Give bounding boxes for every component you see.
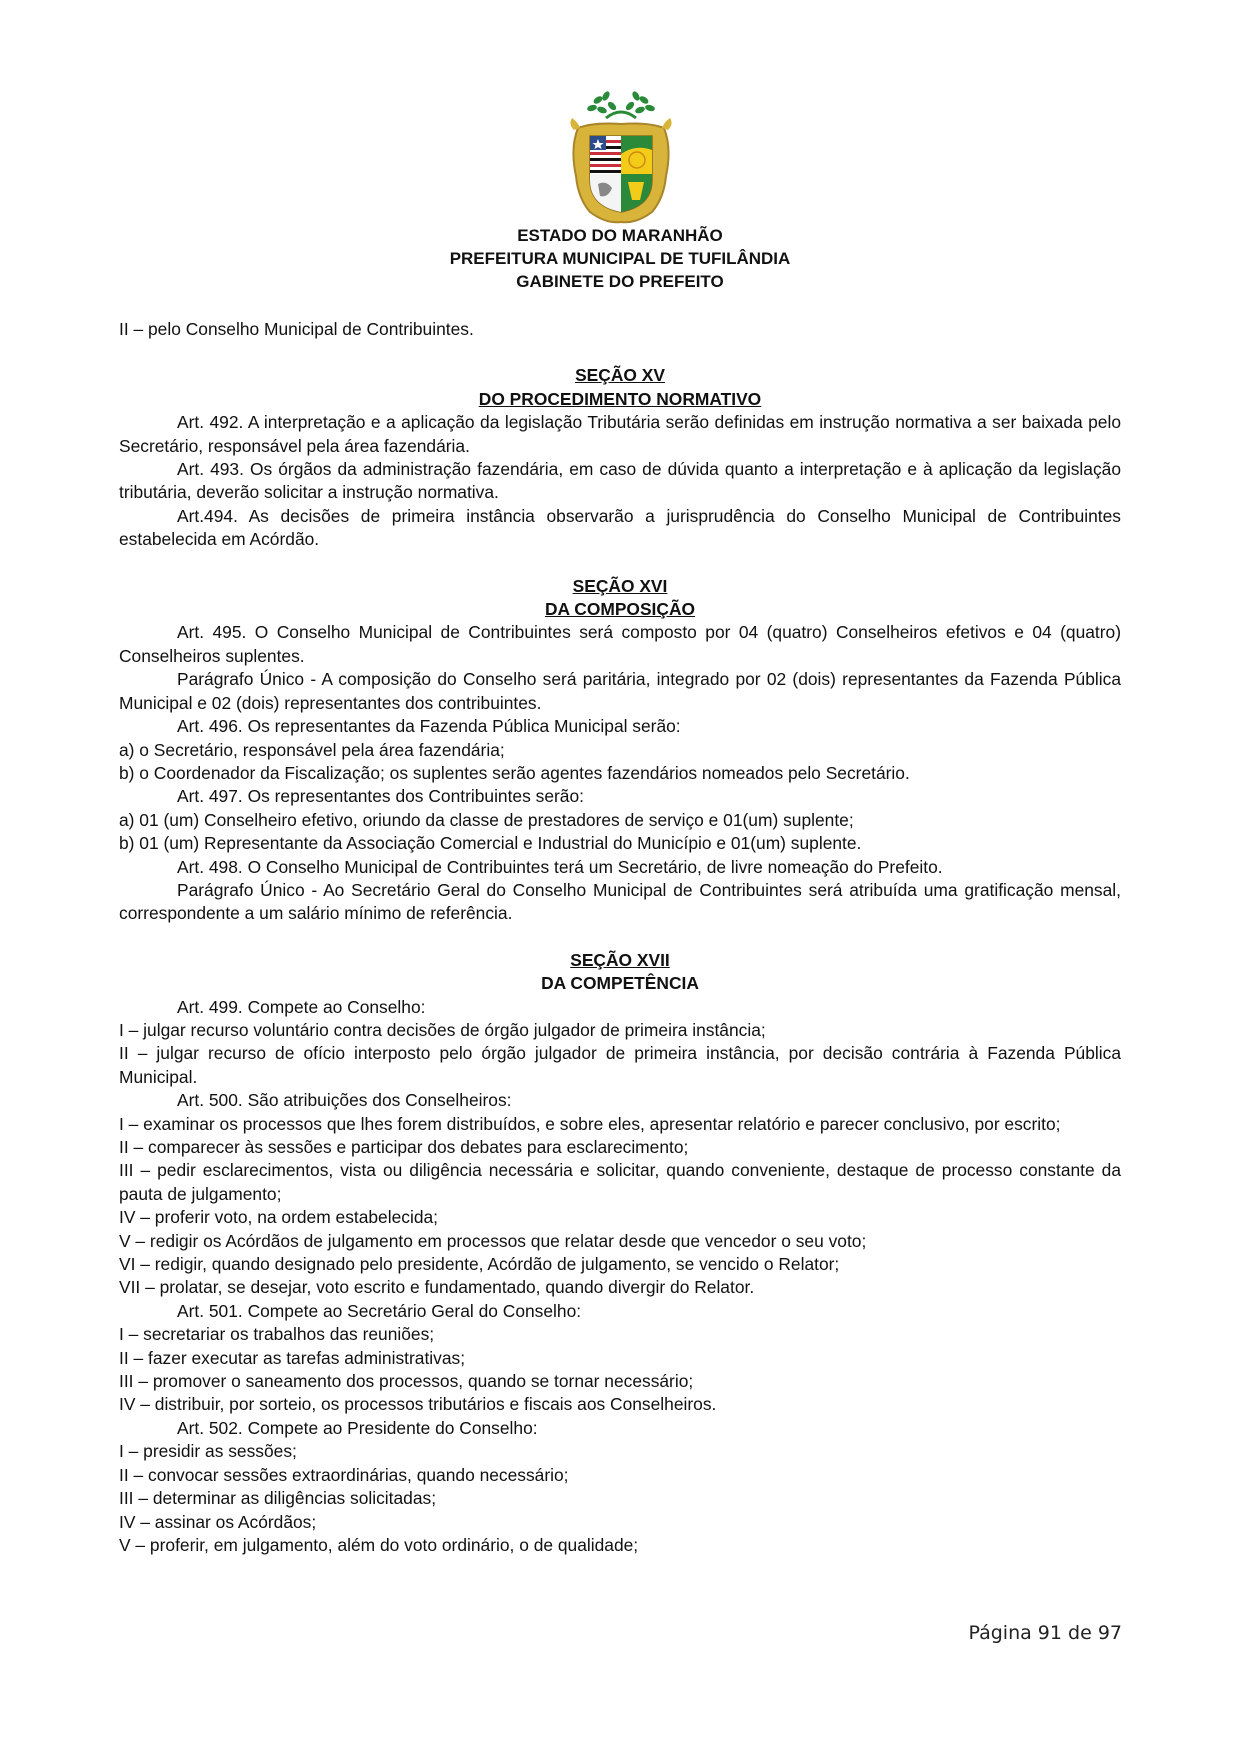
article-497-item-a: a) 01 (um) Conselheiro efetivo, oriundo da classe de prestadores de serviço e 01(um) suplente; — [119, 809, 854, 830]
letterhead-office: GABINETE DO PREFEITO — [516, 272, 724, 291]
section-subtitle: DO PROCEDIMENTO NORMATIVO — [478, 388, 762, 409]
article-498: Art. 498. O Conselho Municipal de Contribuintes terá um Secretário, de livre nomeação do Prefeito. — [177, 856, 943, 877]
section-title: SEÇÃO XV — [575, 365, 665, 386]
letterhead-state: ESTADO DO MARANHÃO — [517, 226, 723, 245]
article-502-item-v: V – proferir, em julgamento, além do voto ordinário, o de qualidade; — [119, 1534, 639, 1555]
article-500-item-i: I – examinar os processos que lhes forem distribuídos, e sobre eles, apresentar relatório e parecer conclusivo, por escrito; — [119, 1113, 1061, 1134]
article-500-item-iii: III – pedir esclarecimentos, vista ou diligência necessária e solicitar, quando conveniente, destaque de processo constante da pauta de julgamento; — [119, 1160, 1121, 1204]
article-498-paragraph: Parágrafo Único - Ao Secretário Geral do Conselho Municipal de Contribuintes será atribuída uma gratificação mensal, correspondente a um salário mínimo de referência. — [119, 879, 1121, 924]
letterhead-municipality: PREFEITURA MUNICIPAL DE TUFILÂNDIA — [449, 249, 791, 268]
paragraph: II – pelo Conselho Municipal de Contribuintes. — [119, 319, 474, 339]
section-title: SEÇÃO XVII — [570, 949, 670, 970]
article-497: Art. 497. Os representantes dos Contribuintes serão: — [177, 786, 584, 807]
article-495-paragraph: Parágrafo Único - A composição do Conselho será paritária, integrado por 02 (dois) representantes da Fazenda Pública Municipal e 02 (dois) representantes dos contribuintes. — [119, 669, 1121, 713]
article-493: Art. 493. Os órgãos da administração fazendária, em caso de dúvida quanto a interpretação e à aplicação da legislação tributária, deverão solicitar a instrução normativa. — [119, 459, 1121, 503]
article-502: Art. 502. Compete ao Presidente do Conselho: — [177, 1417, 538, 1438]
article-492: Art. 492. A interpretação e a aplicação da legislação Tributária serão definidas em instrução normativa a ser baixada pelo Secretário, responsável pela área fazendária. — [119, 412, 1121, 456]
article-496-item-b: b) o Coordenador da Fiscalização; os suplentes serão agentes fazendários nomeados pelo Secretário. — [119, 762, 910, 783]
article-499-item-i: I – julgar recurso voluntário contra decisões de órgão julgador de primeira instância; — [119, 1019, 766, 1040]
article-502-item-ii: II – convocar sessões extraordinárias, quando necessário; — [119, 1464, 569, 1485]
section-subtitle: DA COMPOSIÇÃO — [544, 599, 696, 620]
article-494: Art.494. As decisões de primeira instância observarão a jurisprudência do Conselho Municipal de Contribuintes estabelecida em Acórdão. — [119, 505, 1121, 550]
article-500-item-vi: VI – redigir, quando designado pelo presidente, Acórdão de julgamento, se vencido o Relator; — [119, 1254, 840, 1275]
article-502-item-i: I – presidir as sessões; — [119, 1441, 297, 1462]
article-500-item-ii: II – comparecer às sessões e participar dos debates para esclarecimento; — [119, 1137, 689, 1157]
article-501: Art. 501. Compete ao Secretário Geral do Conselho: — [177, 1300, 582, 1321]
article-500-item-v: V – redigir os Acórdãos de julgamento em processos que relatar desde que vencedor o seu voto; — [119, 1230, 867, 1251]
article-496: Art. 496. Os representantes da Fazenda Pública Municipal serão: — [177, 716, 681, 737]
article-501-item-iii: III – promover o saneamento dos processos, quando se tornar necessário; — [119, 1371, 694, 1392]
page-number: Página 91 de 97 — [968, 1622, 1122, 1644]
article-501-item-i: I – secretariar os trabalhos das reuniões; — [119, 1324, 435, 1345]
article-497-item-b: b) 01 (um) Representante da Associação Comercial e Industrial do Município e 01(um) suplente. — [119, 833, 862, 854]
article-500: Art. 500. São atribuições dos Conselheiros: — [177, 1090, 512, 1111]
section-title: SEÇÃO XVI — [572, 575, 668, 596]
article-500-item-iv: IV – proferir voto, na ordem estabelecida; — [119, 1207, 439, 1228]
article-500-item-vii: VII – prolatar, se desejar, voto escrito e fundamentado, quando divergir do Relator. — [119, 1277, 755, 1298]
article-502-item-iv: IV – assinar os Acórdãos; — [119, 1511, 317, 1532]
document-body — [119, 318, 1121, 1557]
article-495: Art. 495. O Conselho Municipal de Contribuintes será composto por 04 (quatro) Conselheiros efetivos e 04 (quatro) Conselheiros suplentes. — [119, 622, 1121, 666]
article-501-item-iv: IV – distribuir, por sorteio, os processos tributários e fiscais aos Conselheiros. — [119, 1394, 717, 1415]
article-496-item-a: a) o Secretário, responsável pela área fazendária; — [119, 739, 505, 760]
letterhead — [0, 224, 1240, 293]
article-501-item-ii: II – fazer executar as tarefas administrativas; — [119, 1347, 466, 1368]
article-499-item-ii: II – julgar recurso de ofício interposto pelo órgão julgador de primeira instância, por decisão contrária à Fazenda Pública Municipal. — [119, 1043, 1121, 1087]
section-subtitle: DA COMPETÊNCIA — [541, 973, 699, 994]
article-502-item-iii: III – determinar as diligências solicitadas; — [119, 1488, 437, 1509]
article-499: Art. 499. Compete ao Conselho: — [177, 996, 426, 1017]
municipal-coat-of-arms-icon — [568, 88, 674, 226]
